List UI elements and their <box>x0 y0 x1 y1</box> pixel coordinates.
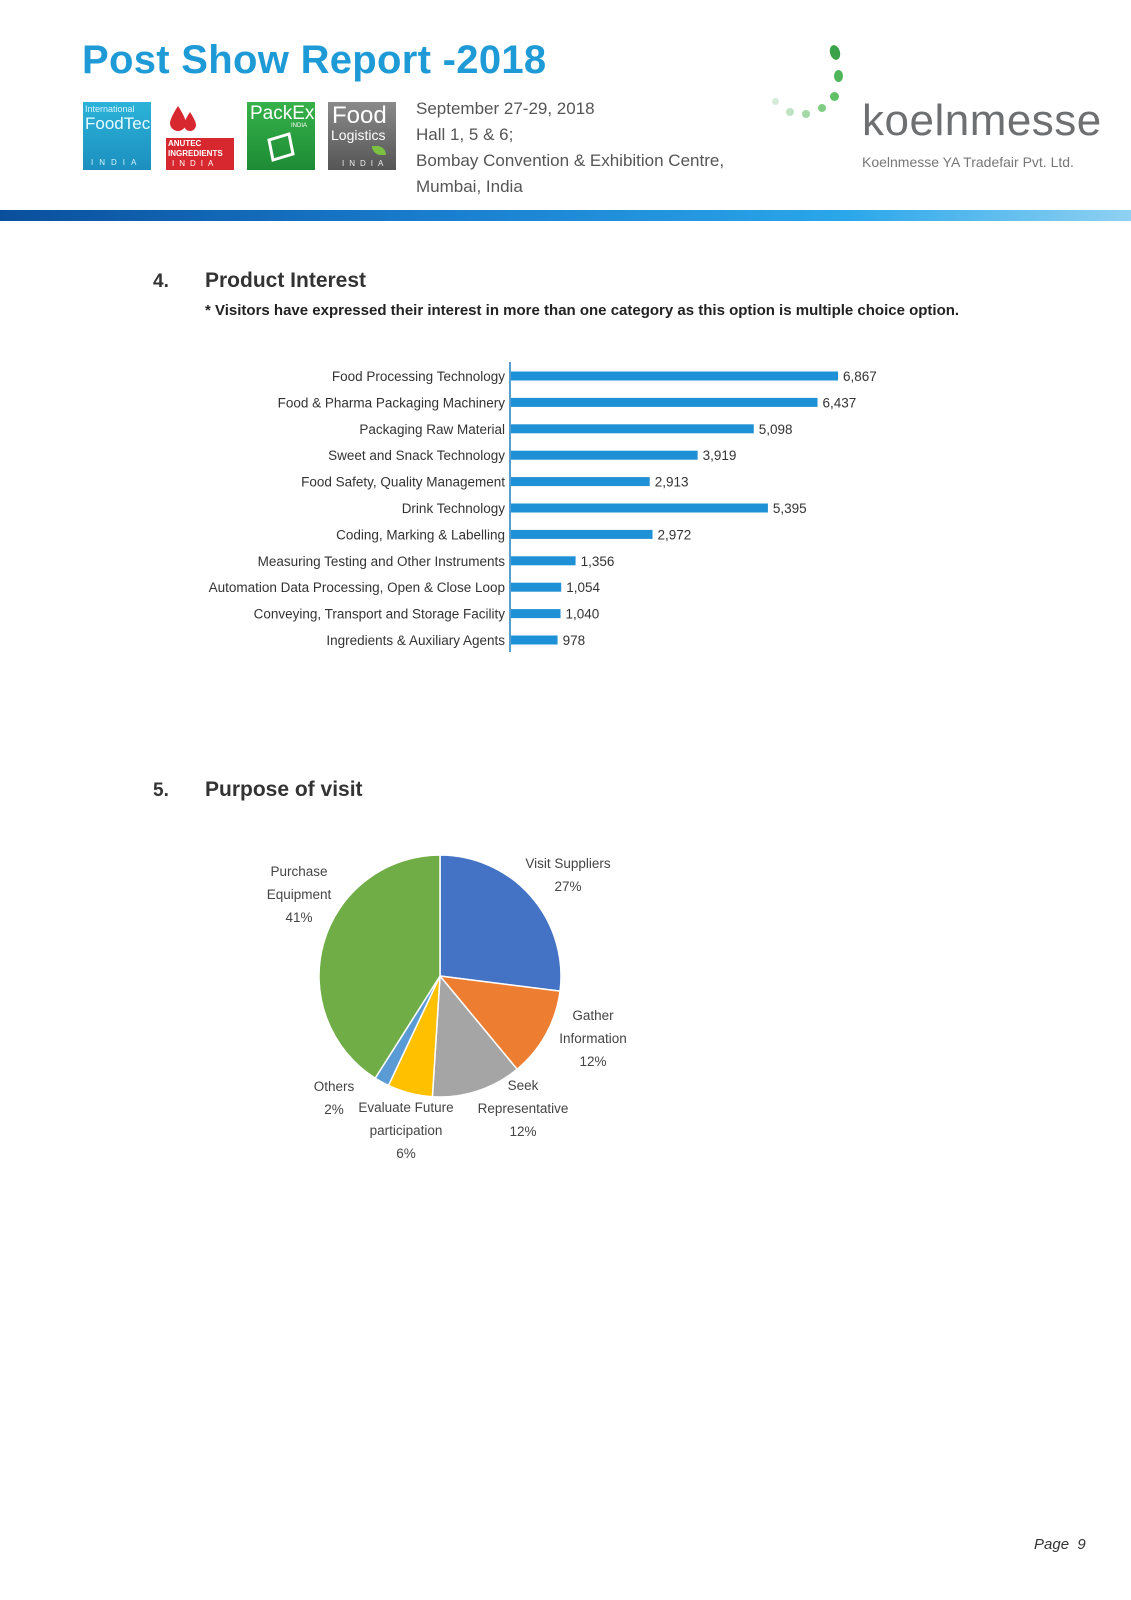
bar-category-label: Sweet and Snack Technology <box>328 448 505 464</box>
bar <box>511 609 561 618</box>
bar-value-label: 1,040 <box>565 606 600 622</box>
bar-category-label: Ingredients & Auxiliary Agents <box>326 633 505 648</box>
page-number-value: 9 <box>1077 1536 1086 1553</box>
anutec-ingredients-india-logo: ANUTEC INGREDIENTS INDIA <box>166 102 234 170</box>
bar-value-label: 6,437 <box>822 395 857 411</box>
bar-value-label: 5,395 <box>772 501 807 516</box>
bar-value-label: 2,972 <box>657 527 692 543</box>
purpose-of-visit-pie-chart <box>0 820 1131 1180</box>
bar-category-label: Drink Technology <box>401 501 505 516</box>
bar <box>511 451 698 460</box>
event-city: Mumbai, India <box>416 177 523 196</box>
packex-india-logo: PackEx INDIA <box>247 102 315 170</box>
pie-slice <box>440 855 561 991</box>
section-title: Purpose of visit <box>205 778 363 801</box>
pie-slice-label: Visit Suppliers 27% <box>525 856 611 894</box>
product-interest-bar-chart <box>0 350 1131 670</box>
pie-slice-label: Evaluate Future participation 6% <box>358 1100 454 1161</box>
bar <box>511 530 653 539</box>
bar <box>511 372 838 381</box>
food-logistics-india-logo: Food Logistics INDIA <box>328 102 396 170</box>
bar-value-label: 6,867 <box>843 369 877 384</box>
pie-slice-label: Purchase Equipment 41% <box>266 864 332 925</box>
bar-category-label: Food Safety, Quality Management <box>301 474 505 490</box>
page-number <box>1034 1536 1086 1553</box>
bar-value-label: 978 <box>562 633 586 648</box>
bar-category-label: Automation Data Processing, Open & Close Loop <box>208 580 505 596</box>
report-title: Post Show Report -2018 <box>82 38 547 82</box>
bar <box>511 583 561 592</box>
bar <box>511 477 650 486</box>
bar <box>511 398 818 407</box>
bar-value-label: 3,919 <box>702 448 737 464</box>
header-divider-band <box>0 210 1131 221</box>
bar-category-label: Coding, Marking & Labelling <box>336 527 505 543</box>
bar-value-label: 1,356 <box>580 553 615 569</box>
section-number: 5. <box>153 780 169 801</box>
event-venue: Bombay Convention & Exhibition Centre, <box>416 151 725 170</box>
bar <box>511 424 754 433</box>
bar-category-label: Food Processing Technology <box>331 369 505 384</box>
multiple-choice-note: * Visitors have expressed their interest in more than one category as this option is multiple choice option. <box>205 302 960 319</box>
event-details <box>416 96 724 200</box>
pie-slice-label: Gather Information 12% <box>559 1008 627 1069</box>
page-word: Page <box>1034 1536 1070 1553</box>
koelnmesse-wordmark: koelnmesse <box>862 96 1102 145</box>
bar-value-label: 1,054 <box>566 580 600 596</box>
pie-slice-label: Seek Representative 12% <box>477 1078 569 1139</box>
koelnmesse-logo-dots <box>770 40 860 125</box>
section-title: Product Interest <box>205 269 367 292</box>
foodtec-india-logo: International FoodTec INDIA <box>83 102 151 170</box>
bar <box>511 636 558 645</box>
organizer-subtitle: Koelnmesse YA Tradefair Pvt. Ltd. <box>862 154 1074 170</box>
bar-category-label: Food & Pharma Packaging Machinery <box>277 395 505 411</box>
bar-category-label: Packaging Raw Material <box>359 421 505 437</box>
pie-slice-label: Others 2% <box>313 1079 355 1117</box>
bar-category-label: Conveying, Transport and Storage Facility <box>253 606 505 622</box>
bar-category-label: Measuring Testing and Other Instruments <box>257 553 505 569</box>
section-number: 4. <box>153 271 169 292</box>
event-halls: Hall 1, 5 & 6; <box>416 125 514 144</box>
bar-value-label: 5,098 <box>758 421 793 437</box>
event-dates: September 27-29, 2018 <box>416 99 595 118</box>
bar <box>511 556 576 565</box>
bar <box>511 504 768 513</box>
bar-value-label: 2,913 <box>654 474 689 490</box>
